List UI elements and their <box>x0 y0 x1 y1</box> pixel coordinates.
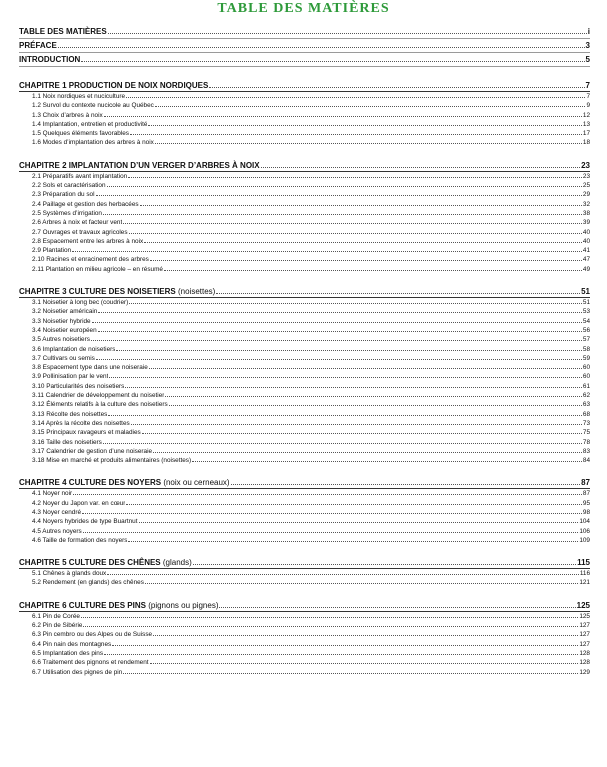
page-number: 56 <box>582 326 590 334</box>
entry-label: 5.1 Chênes à glands doux <box>32 570 107 578</box>
entry-label: 3.4 Noisetier européen <box>32 326 97 334</box>
front-matter-entry[interactable] <box>19 26 590 37</box>
dot-leader <box>83 532 579 533</box>
entry-label <box>19 477 230 488</box>
entry-label: 6.6 Traitement des pignons et rendement <box>32 659 149 667</box>
page-number: 106 <box>579 527 590 535</box>
entry-label: 1.1 Noix nordiques et nuciculture <box>32 93 126 100</box>
entry-label: 3.13 Récolte des noisettes <box>32 410 108 418</box>
page-number: 12 <box>582 111 590 119</box>
section-entry[interactable] <box>19 668 590 677</box>
section-entry[interactable] <box>19 200 590 209</box>
section-entry[interactable] <box>19 649 590 658</box>
entry-label: 3.7 Cultivars ou semis <box>32 354 95 362</box>
entry-label <box>19 80 208 91</box>
dot-leader <box>131 424 582 425</box>
entry-label: 3.14 Après la récolte des noisettes <box>32 419 130 427</box>
page-number: 25 <box>582 182 590 190</box>
entry-label: 1.2 Survol du contexte nucicole au Québec <box>32 102 154 110</box>
spacer <box>19 465 590 477</box>
dot-leader <box>231 484 581 485</box>
entry-label: 1.4 Implantation, entretien et productivité <box>32 120 148 128</box>
page-number: 9 <box>586 102 590 110</box>
section-entry[interactable] <box>19 569 590 578</box>
section-entry[interactable] <box>19 317 590 326</box>
page-number: 57 <box>582 336 590 344</box>
dot-leader <box>216 293 580 294</box>
page-number: 127 <box>579 631 590 639</box>
dot-leader <box>125 387 582 388</box>
dot-leader <box>139 522 579 523</box>
entry-label: 3.2 Noisetier américain <box>32 308 98 316</box>
section-entry[interactable] <box>19 640 590 649</box>
chapter-title: CHAPITRE 3 CULTURE DES NOISETIERS <box>19 287 176 297</box>
section-entry[interactable] <box>19 391 590 400</box>
section-entry[interactable] <box>19 410 590 419</box>
chapter-heading[interactable] <box>19 286 590 297</box>
dot-leader <box>108 33 587 34</box>
entry-label: 3.9 Pollinisation par le vent <box>32 373 109 381</box>
page-number: 13 <box>582 120 590 128</box>
page-number: 40 <box>582 237 590 245</box>
entry-label: 6.2 Pin de Sibérie <box>32 622 83 630</box>
page-number: 78 <box>582 438 590 446</box>
page-number: 17 <box>582 130 590 138</box>
section-entry[interactable] <box>19 508 590 517</box>
page-number: 59 <box>582 354 590 362</box>
spacer <box>19 68 590 80</box>
section-entry[interactable] <box>19 499 590 508</box>
entry-label: 2.3 Préparation du sol <box>32 191 95 199</box>
entry-label <box>19 600 218 611</box>
chapter-subtitle: (noix ou cerneaux) <box>161 478 230 488</box>
page-number: 109 <box>579 536 590 544</box>
section-entry[interactable] <box>19 335 590 344</box>
entry-label: 5.2 Rendement (en glands) des chênes <box>32 579 144 587</box>
page-number: 7 <box>586 93 590 100</box>
page-number: 128 <box>579 649 590 657</box>
dot-leader <box>91 340 582 341</box>
section-entry[interactable] <box>19 658 590 667</box>
entry-label: 3.12 Éléments relatifs à la culture des noisetiers <box>32 401 168 409</box>
section-entry[interactable] <box>19 190 590 199</box>
section-entry[interactable] <box>19 307 590 316</box>
section-entry[interactable] <box>19 438 590 447</box>
dot-leader <box>261 167 580 168</box>
entry-label: 2.5 Systèmes d’irrigation <box>32 209 102 217</box>
dot-leader <box>109 377 582 378</box>
chapter-title: CHAPITRE 5 CULTURE DES CHÊNES <box>19 558 161 568</box>
page-number: 121 <box>579 579 590 587</box>
page-number: 95 <box>582 499 590 507</box>
section-entry[interactable] <box>19 354 590 363</box>
page-number: 39 <box>582 219 590 227</box>
page-number: 41 <box>582 247 590 255</box>
entry-label: 2.1 Préparatifs avant implantation <box>32 172 128 180</box>
section-entry[interactable] <box>19 255 590 264</box>
dot-leader <box>126 97 585 98</box>
spacer <box>19 545 590 557</box>
dot-leader <box>98 312 582 313</box>
dot-leader <box>123 223 582 224</box>
dot-leader <box>153 452 582 453</box>
entry-label: 4.2 Noyer du Japon var. en cœur <box>32 499 126 507</box>
page-number: 129 <box>579 668 590 676</box>
entry-label: 4.3 Noyer cendré <box>32 508 82 516</box>
dot-leader <box>142 433 582 434</box>
section-entry[interactable] <box>19 630 590 639</box>
entry-label: 4.1 Noyer noir <box>32 490 73 498</box>
dot-leader <box>148 125 581 126</box>
page-number: 60 <box>582 364 590 372</box>
page-number: 5 <box>585 55 590 64</box>
dot-leader <box>145 583 578 584</box>
entry-label: INTRODUCTION <box>19 55 81 64</box>
dot-leader <box>58 47 585 48</box>
page-number: i <box>587 27 590 36</box>
page-number: 127 <box>579 622 590 630</box>
entry-label: 3.16 Taille des noisetiers <box>32 438 102 446</box>
dot-leader <box>104 116 582 117</box>
page-number: 54 <box>582 317 590 325</box>
chapter-title: CHAPITRE 2 IMPLANTATION D’UN VERGER D’ARBRES À NOIX <box>19 160 260 170</box>
entry-label: 6.3 Pin cembro ou des Alpes ou de Suisse <box>32 631 153 639</box>
section-entry[interactable] <box>19 345 590 354</box>
chapter-heading[interactable] <box>19 557 590 568</box>
section-entry[interactable] <box>19 372 590 381</box>
section-entry[interactable] <box>19 246 590 255</box>
chapter-title: CHAPITRE 6 CULTURE DES PINS <box>19 600 146 610</box>
entry-label: 3.5 Autres noisetiers <box>32 336 90 344</box>
spacer <box>19 274 590 286</box>
entry-label: 3.17 Calendrier de gestion d’une noiseraie <box>32 447 153 455</box>
entry-label: 3.15 Principaux ravageurs et maladies <box>32 429 141 437</box>
entry-label: 1.3 Choix d’arbres à noix <box>32 111 103 119</box>
page-number: 23 <box>582 172 590 180</box>
section-entry[interactable] <box>19 489 590 498</box>
entry-label: 2.8 Espacement entre les arbres à noix <box>32 237 144 245</box>
page-number: 3 <box>585 41 590 50</box>
entry-label: 2.11 Plantation en milieu agricole – en résumé <box>32 265 163 273</box>
page-number: 116 <box>579 570 590 578</box>
entry-label: 3.1 Noisetier à long bec (coudrier) <box>32 299 129 307</box>
page-number: 128 <box>579 659 590 667</box>
dot-leader <box>107 574 579 575</box>
dot-leader <box>104 654 578 655</box>
entry-label <box>19 160 260 171</box>
dot-leader <box>192 461 582 462</box>
dot-leader <box>103 443 582 444</box>
table-of-contents <box>19 26 590 677</box>
entry-label: 6.5 Implantation des pins <box>32 649 104 657</box>
section-entry[interactable] <box>19 578 590 587</box>
page-number: 83 <box>582 447 590 455</box>
page-number: 60 <box>582 373 590 381</box>
page-title: TABLE DES MATIÈRES <box>217 1 390 16</box>
section-entry[interactable] <box>19 612 590 621</box>
entry-label: 3.18 Mise en marché et produits alimentaires (noisettes) <box>32 457 192 465</box>
entry-label: 2.4 Paillage et gestion des herbacées <box>32 200 139 208</box>
dot-leader <box>150 663 579 664</box>
dot-leader <box>144 242 582 243</box>
entry-label: 6.7 Utilisation des pignes de pin <box>32 668 123 676</box>
dot-leader <box>108 415 582 416</box>
page-number: 104 <box>579 518 590 526</box>
section-entry[interactable] <box>19 111 590 120</box>
page-number: 125 <box>576 600 590 610</box>
section-entry[interactable] <box>19 228 590 237</box>
section-entry[interactable] <box>19 172 590 181</box>
entry-label: 3.8 Espacement type dans une noiseraie <box>32 364 148 372</box>
page-number: 7 <box>585 81 590 90</box>
dot-leader <box>130 134 582 135</box>
page-number: 84 <box>582 457 590 465</box>
section-entry[interactable] <box>19 92 590 101</box>
spacer <box>19 148 590 160</box>
page-number: 61 <box>582 382 590 390</box>
entry-label: 1.6 Modes d’implantation des arbres à noix <box>32 139 154 147</box>
section-entry[interactable] <box>19 363 590 372</box>
chapter-subtitle: (pignons ou pignes) <box>145 600 219 610</box>
page-number: 38 <box>582 209 590 217</box>
entry-label: PRÉFACE <box>19 41 57 50</box>
page-number: 40 <box>582 228 590 236</box>
dot-leader <box>81 617 578 618</box>
dot-leader <box>153 635 578 636</box>
section-entry[interactable] <box>19 120 590 129</box>
page-number: 98 <box>582 508 590 516</box>
dot-leader <box>219 607 575 608</box>
section-entry[interactable] <box>19 419 590 428</box>
dot-leader <box>98 331 582 332</box>
dot-leader <box>169 405 582 406</box>
dot-leader <box>81 61 584 62</box>
section-entry[interactable] <box>19 129 590 138</box>
page-number: 47 <box>582 256 590 264</box>
page-number: 62 <box>582 392 590 400</box>
dot-leader <box>140 205 582 206</box>
chapter-title: CHAPITRE 4 CULTURE DES NOYERS <box>19 478 162 488</box>
dot-leader <box>165 396 581 397</box>
dot-leader <box>123 673 578 674</box>
entry-label: 2.2 Sols et caractérisation <box>32 182 106 190</box>
entry-label: 2.9 Plantation <box>32 247 72 255</box>
section-entry[interactable] <box>19 536 590 545</box>
entry-label: 3.6 Implantation de noisetiers <box>32 345 116 353</box>
dot-leader <box>112 645 578 646</box>
page-number: 51 <box>582 299 590 307</box>
section-entry[interactable] <box>19 382 590 391</box>
section-entry[interactable] <box>19 237 590 246</box>
page-number: 115 <box>577 558 590 568</box>
dot-leader <box>155 143 582 144</box>
section-entry[interactable] <box>19 209 590 218</box>
dot-leader <box>96 195 582 196</box>
page-number: 63 <box>582 401 590 409</box>
dot-leader <box>129 233 582 234</box>
entry-label: 4.4 Noyers hybrides de type Buartnut <box>32 518 138 526</box>
page-number: 87 <box>582 490 590 498</box>
dot-leader <box>128 177 582 178</box>
page-number: 68 <box>582 410 590 418</box>
dot-leader <box>96 359 582 360</box>
page-number: 51 <box>581 287 590 297</box>
section-entry[interactable] <box>19 456 590 465</box>
dot-leader <box>164 270 582 271</box>
section-entry[interactable] <box>19 218 590 227</box>
entry-label: 6.1 Pin de Corée <box>32 612 80 620</box>
entry-label: 4.6 Taille de formation des noyers <box>32 536 128 544</box>
entry-label: 6.4 Pin nain des montagnes <box>32 640 112 648</box>
entry-label: 2.10 Racines et enracinement des arbres <box>32 256 149 264</box>
entry-label: 3.11 Calendrier de développement du noisetier <box>32 392 165 400</box>
entry-label: 2.7 Ouvrages et travaux agricoles <box>32 228 128 236</box>
chapter-subtitle: (noisettes) <box>175 287 216 297</box>
dot-leader <box>82 513 582 514</box>
entry-label <box>19 286 215 297</box>
section-entry[interactable] <box>19 326 590 335</box>
chapter-heading[interactable] <box>19 80 590 91</box>
section-entry[interactable] <box>19 428 590 437</box>
section-entry[interactable] <box>19 138 590 147</box>
section-entry[interactable] <box>19 400 590 409</box>
dot-leader <box>107 186 582 187</box>
page-number: 75 <box>582 429 590 437</box>
dot-leader <box>116 350 581 351</box>
dot-leader <box>149 368 582 369</box>
page-number: 18 <box>582 139 590 147</box>
page-number: 127 <box>579 640 590 648</box>
page-number: 58 <box>582 345 590 353</box>
dot-leader <box>73 494 582 495</box>
entry-label: 2.6 Arbres à noix et facteur vent <box>32 219 123 227</box>
dot-leader <box>126 504 581 505</box>
chapter-title: CHAPITRE 1 PRODUCTION DE NOIX NORDIQUES <box>19 81 209 90</box>
chapter-heading[interactable] <box>19 600 590 611</box>
dot-leader <box>129 303 582 304</box>
dot-leader <box>128 541 578 542</box>
page-number: 49 <box>582 265 590 273</box>
section-entry[interactable] <box>19 265 590 274</box>
entry-label <box>19 557 192 568</box>
front-matter-entry[interactable] <box>19 54 590 65</box>
dot-leader <box>150 260 582 261</box>
section-entry[interactable] <box>19 101 590 110</box>
chapter-heading[interactable] <box>19 160 590 171</box>
front-matter-entry[interactable] <box>19 40 590 51</box>
dot-leader <box>92 322 582 323</box>
page-number: 23 <box>581 160 590 170</box>
page-number: 125 <box>579 612 590 620</box>
entry-label: 3.10 Particularités des noisetiers <box>32 382 125 390</box>
section-entry[interactable] <box>19 447 590 456</box>
page-number: 53 <box>582 308 590 316</box>
entry-label: TABLE DES MATIÈRES <box>19 27 107 36</box>
dot-leader <box>193 564 576 565</box>
entry-label: 3.3 Noisetier hybride <box>32 317 91 325</box>
chapter-subtitle: (glands) <box>160 558 192 568</box>
page-number: 32 <box>582 200 590 208</box>
section-entry[interactable] <box>19 527 590 536</box>
dot-leader <box>155 106 586 107</box>
section-entry[interactable] <box>19 181 590 190</box>
dot-leader <box>103 214 582 215</box>
section-entry[interactable] <box>19 621 590 630</box>
dot-leader <box>72 251 582 252</box>
entry-label: 1.5 Quelques éléments favorables <box>32 130 129 138</box>
chapter-heading[interactable] <box>19 477 590 488</box>
section-entry[interactable] <box>19 298 590 307</box>
entry-label: 4.5 Autres noyers <box>32 527 82 535</box>
page-number: 73 <box>582 419 590 427</box>
dot-leader <box>209 87 584 88</box>
dot-leader <box>83 626 578 627</box>
page-number: 87 <box>581 478 590 488</box>
page-number: 29 <box>582 191 590 199</box>
section-entry[interactable] <box>19 517 590 526</box>
spacer <box>19 588 590 600</box>
